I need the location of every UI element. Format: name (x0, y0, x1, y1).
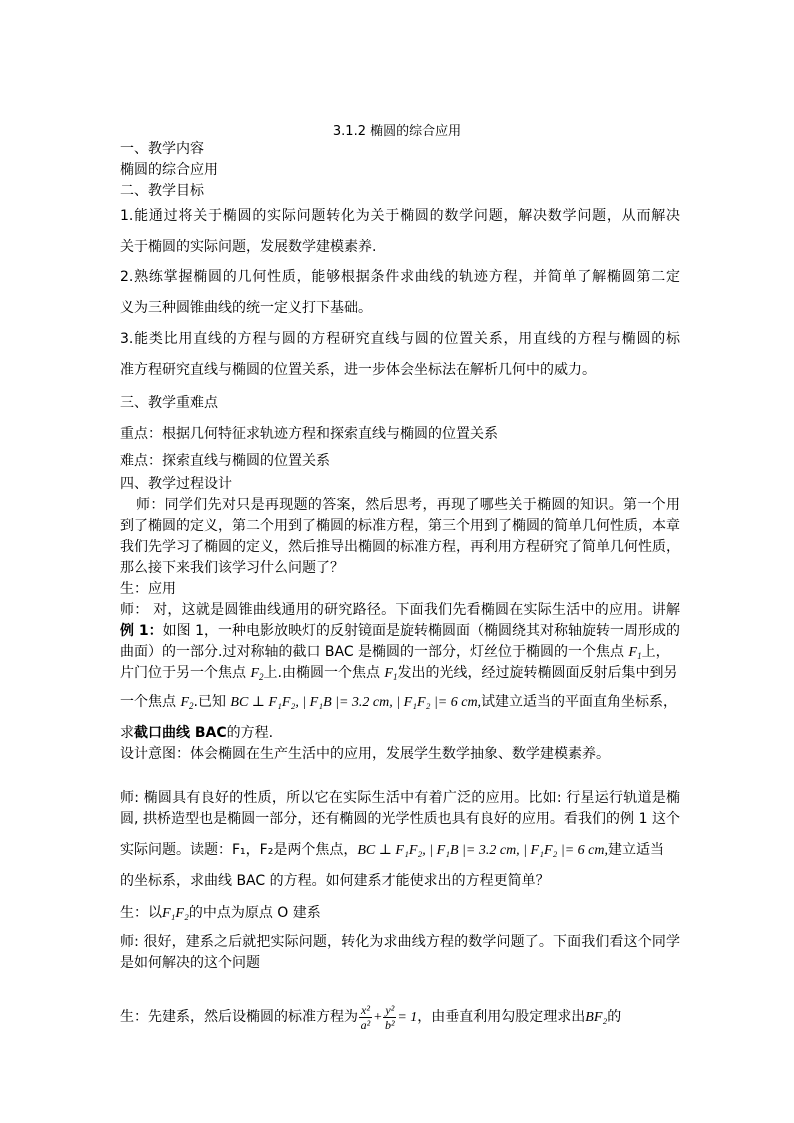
section-content-body: 椭圆的综合应用 (120, 162, 218, 178)
doc-title: 3.1.2 椭圆的综合应用 (332, 124, 462, 139)
example1-line3: 片门位于另一个焦点 $F_2$上.由椭圆一个焦点 $F_1$发出的光线，经过旋转椭圆面反射后集中到另 (120, 665, 678, 682)
focus-f2: $F_2$ (180, 695, 194, 711)
focus-f2: $F_2$ (250, 666, 264, 682)
student-reply-2: 生：以F₁F₂的中点为原点 O 建系 (120, 905, 321, 921)
goal1-line2: 关于椭圆的实际问题，发展数学建模素养. (120, 239, 377, 255)
teacher-para1-line3: 我们先学习了椭圆的定义，然后推导出椭圆的标准方程，再利用方程研究了简单几何性质， (120, 539, 680, 555)
teacher-para3-line4: 的坐标系，求曲线 BAC 的方程。如何建系才能使求出的方程更简单？ (120, 873, 550, 889)
teacher-para1-line4: 那么接下来我们该学习什么问题了？ (120, 560, 344, 576)
section-heading-goals: 二、教学目标 (120, 183, 204, 199)
student-reply-3: 生：先建系，然后设椭圆的标准方程为 $\frac{\text{x²}}{\text{a²}}$ + $\frac{\text{y²}}{\text{b²}}$ = 1，由垂直利用勾股定理求出BF₂的 (120, 1002, 622, 1032)
segment-f1f2: F₁F₂ (162, 906, 189, 921)
key-point: 重点：根据几何特征求轨迹方程和探索直线与椭圆的位置关系 (120, 426, 498, 442)
example1-line4: 一个焦点 $F_2$.已知 BC ⊥ F₁F₂, | F₁B |= 3.2 cm, | F₁F₂ |= 6 cm,试建立适当的平面直角坐标系， (120, 694, 678, 711)
focus-f1: $F_1$ (384, 666, 398, 682)
goal2-line1: 2.熟练掌握椭圆的几何性质，能够根据条件求曲线的轨迹方程，并简单了解椭圆第二定 (120, 269, 680, 285)
design-intent: 设计意图：体会椭圆在生产生活中的应用，发展学生数学抽象、数学建模素养。 (120, 746, 610, 762)
teacher-para1-line1: 师：同学们先对只是再现题的答案，然后思考，再现了哪些关于椭圆的知识。第一个用 (136, 497, 680, 513)
segment-bf2: BF₂ (585, 1010, 608, 1025)
student-reply-1: 生：应用 (120, 581, 176, 597)
difficulty: 难点：探索直线与椭圆的位置关系 (120, 453, 330, 469)
teacher-para3-line3: 实际问题。读题：F₁，F₂是两个焦点，BC ⊥ F₁F₂, | F₁B |= 3.2 cm, | F₁F₂ |= 6 cm,建立适当 (120, 842, 664, 858)
teacher-para4-line1: 师: 很好，建系之后就把实际问题，转化为求曲线方程的数学问题了。下面我们看这个同学 (120, 934, 680, 950)
goal3-line2: 准方程研究直线与椭圆的位置关系，进一步体会坐标法在解析几何中的威力。 (120, 362, 596, 378)
goal1-line1: 1.能通过将关于椭圆的实际问题转化为关于椭圆的数学问题，解决数学问题，从而解决 (120, 208, 680, 224)
given-conditions-2: BC ⊥ F₁F₂, | F₁B |= 3.2 cm, | F₁F₂ |= 6 cm, (357, 843, 608, 858)
curve-name: 截口曲线 BAC (134, 725, 227, 741)
ellipse-eq-y-term: $\frac{\text{y²}}{\text{b²}}$ (385, 1002, 395, 1032)
section-heading-content: 一、教学内容 (120, 141, 204, 157)
example1-label: 例 1： (120, 623, 163, 639)
section-heading-key-points: 三、教学重难点 (120, 395, 218, 411)
example1-line1 (120, 622, 680, 641)
section-heading-process: 四、教学过程设计 (120, 476, 232, 492)
teacher-para3-line1: 师: 椭圆具有良好的性质，所以它在实际生活中有着广泛的应用。比如: 行星运行轨道是椭 (120, 790, 680, 806)
focus-f1: $F_1$ (628, 645, 642, 661)
teacher-para4-line2: 是如何解决的这个问题 (120, 955, 260, 971)
example1-line2: 曲面）的一部分.过对称轴的截口 BAC 是椭圆的一部分，灯丝位于椭圆的一个焦点 $F_1$上， (120, 644, 670, 661)
example1-line5: 求截口曲线 BAC的方程. (120, 725, 274, 741)
goal3-line1: 3.能类比用直线的方程与圆的方程研究直线与圆的位置关系，用直线的方程与椭圆的标 (120, 331, 680, 347)
ellipse-eq-x-term: $\frac{\text{x²}}{\text{a²}}$ (360, 1002, 371, 1032)
example1-text2: 曲面）的一部分.过对称轴的截口 BAC 是椭圆的一部分，灯丝位于椭圆的一个焦点 (120, 644, 625, 660)
goal2-line2: 义为三种圆锥曲线的统一定义打下基础。 (120, 300, 372, 316)
given-conditions: BC ⊥ F₁F₂, | F₁B |= 3.2 cm, | F₁F₂ |= 6 cm, (230, 695, 482, 710)
teacher-para2: 师： 对，这就是圆锥曲线通用的研究路径。下面我们先看椭圆在实际生活中的应用。讲解 (120, 602, 680, 618)
teacher-para3-line2: 圆, 拱桥造型也是椭圆一部分，还有椭圆的光学性质也具有良好的应用。看我们的例 1 这个 (120, 811, 680, 827)
example1-text1: 如图 1，一种电影放映灯的反射镜面是旋转椭圆面（椭圆绕其对称轴旋转一周形成的 (162, 623, 680, 639)
teacher-para1-line2: 到了椭圆的定义，第二个用到了椭圆的标准方程，第三个用到了椭圆的简单几何性质，本章 (120, 518, 680, 534)
